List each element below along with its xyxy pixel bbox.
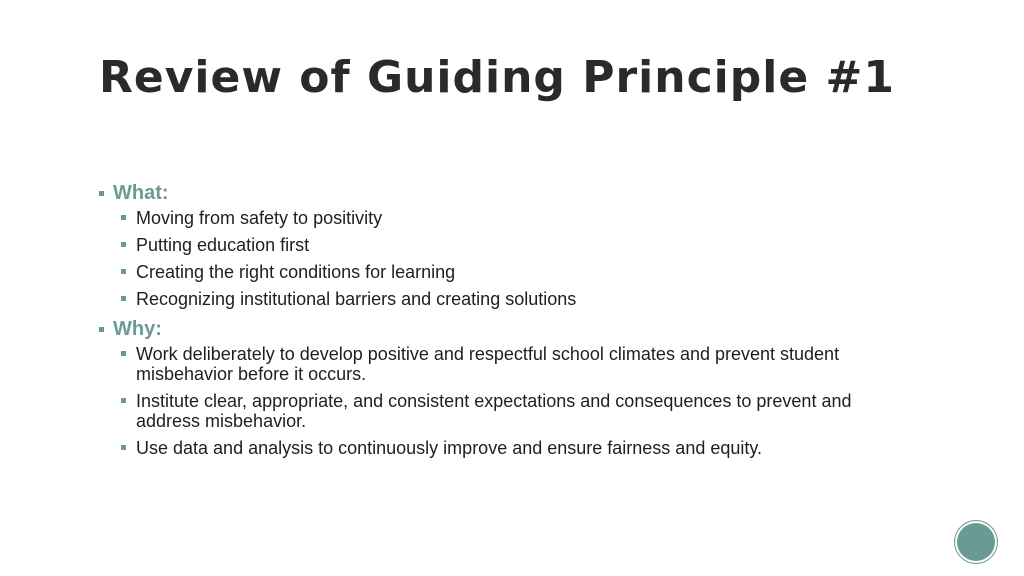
list-item-text: Use data and analysis to continuously improve and ensure fairness and equity. <box>136 438 763 458</box>
bullet-list <box>99 344 919 458</box>
square-bullet-icon <box>99 191 104 196</box>
list-item-text: Recognizing institutional barriers and creating solutions <box>136 289 577 309</box>
section-what <box>99 182 919 309</box>
list-item <box>121 391 919 431</box>
list-item <box>121 262 919 282</box>
square-bullet-icon <box>121 242 126 247</box>
slide-title: Review of Guiding Principle #1 <box>99 52 895 103</box>
square-bullet-icon <box>121 296 126 301</box>
slide-content <box>99 182 919 467</box>
square-bullet-icon <box>121 351 126 356</box>
list-item <box>121 208 919 228</box>
square-bullet-icon <box>121 269 126 274</box>
bullet-list <box>99 208 919 309</box>
list-item <box>121 344 919 384</box>
square-bullet-icon <box>121 215 126 220</box>
list-item-text: Institute clear, appropriate, and consistent expectations and consequences to prevent and address misbehavior. <box>136 391 852 431</box>
square-bullet-icon <box>121 445 126 450</box>
list-item <box>121 438 919 458</box>
list-item <box>121 235 919 255</box>
page-number-badge <box>957 523 995 561</box>
section-label: Why: <box>113 317 162 340</box>
list-item-text: Creating the right conditions for learning <box>136 262 456 282</box>
section-label: What: <box>113 181 169 204</box>
square-bullet-icon <box>99 327 104 332</box>
section-heading <box>99 182 919 204</box>
section-why <box>99 318 919 458</box>
square-bullet-icon <box>121 398 126 403</box>
list-item <box>121 289 919 309</box>
list-item-text: Moving from safety to positivity <box>136 208 383 228</box>
section-heading <box>99 318 919 340</box>
list-item-text: Putting education first <box>136 235 310 255</box>
list-item-text: Work deliberately to develop positive and respectful school climates and prevent student misbehavior before it occurs. <box>136 344 840 384</box>
